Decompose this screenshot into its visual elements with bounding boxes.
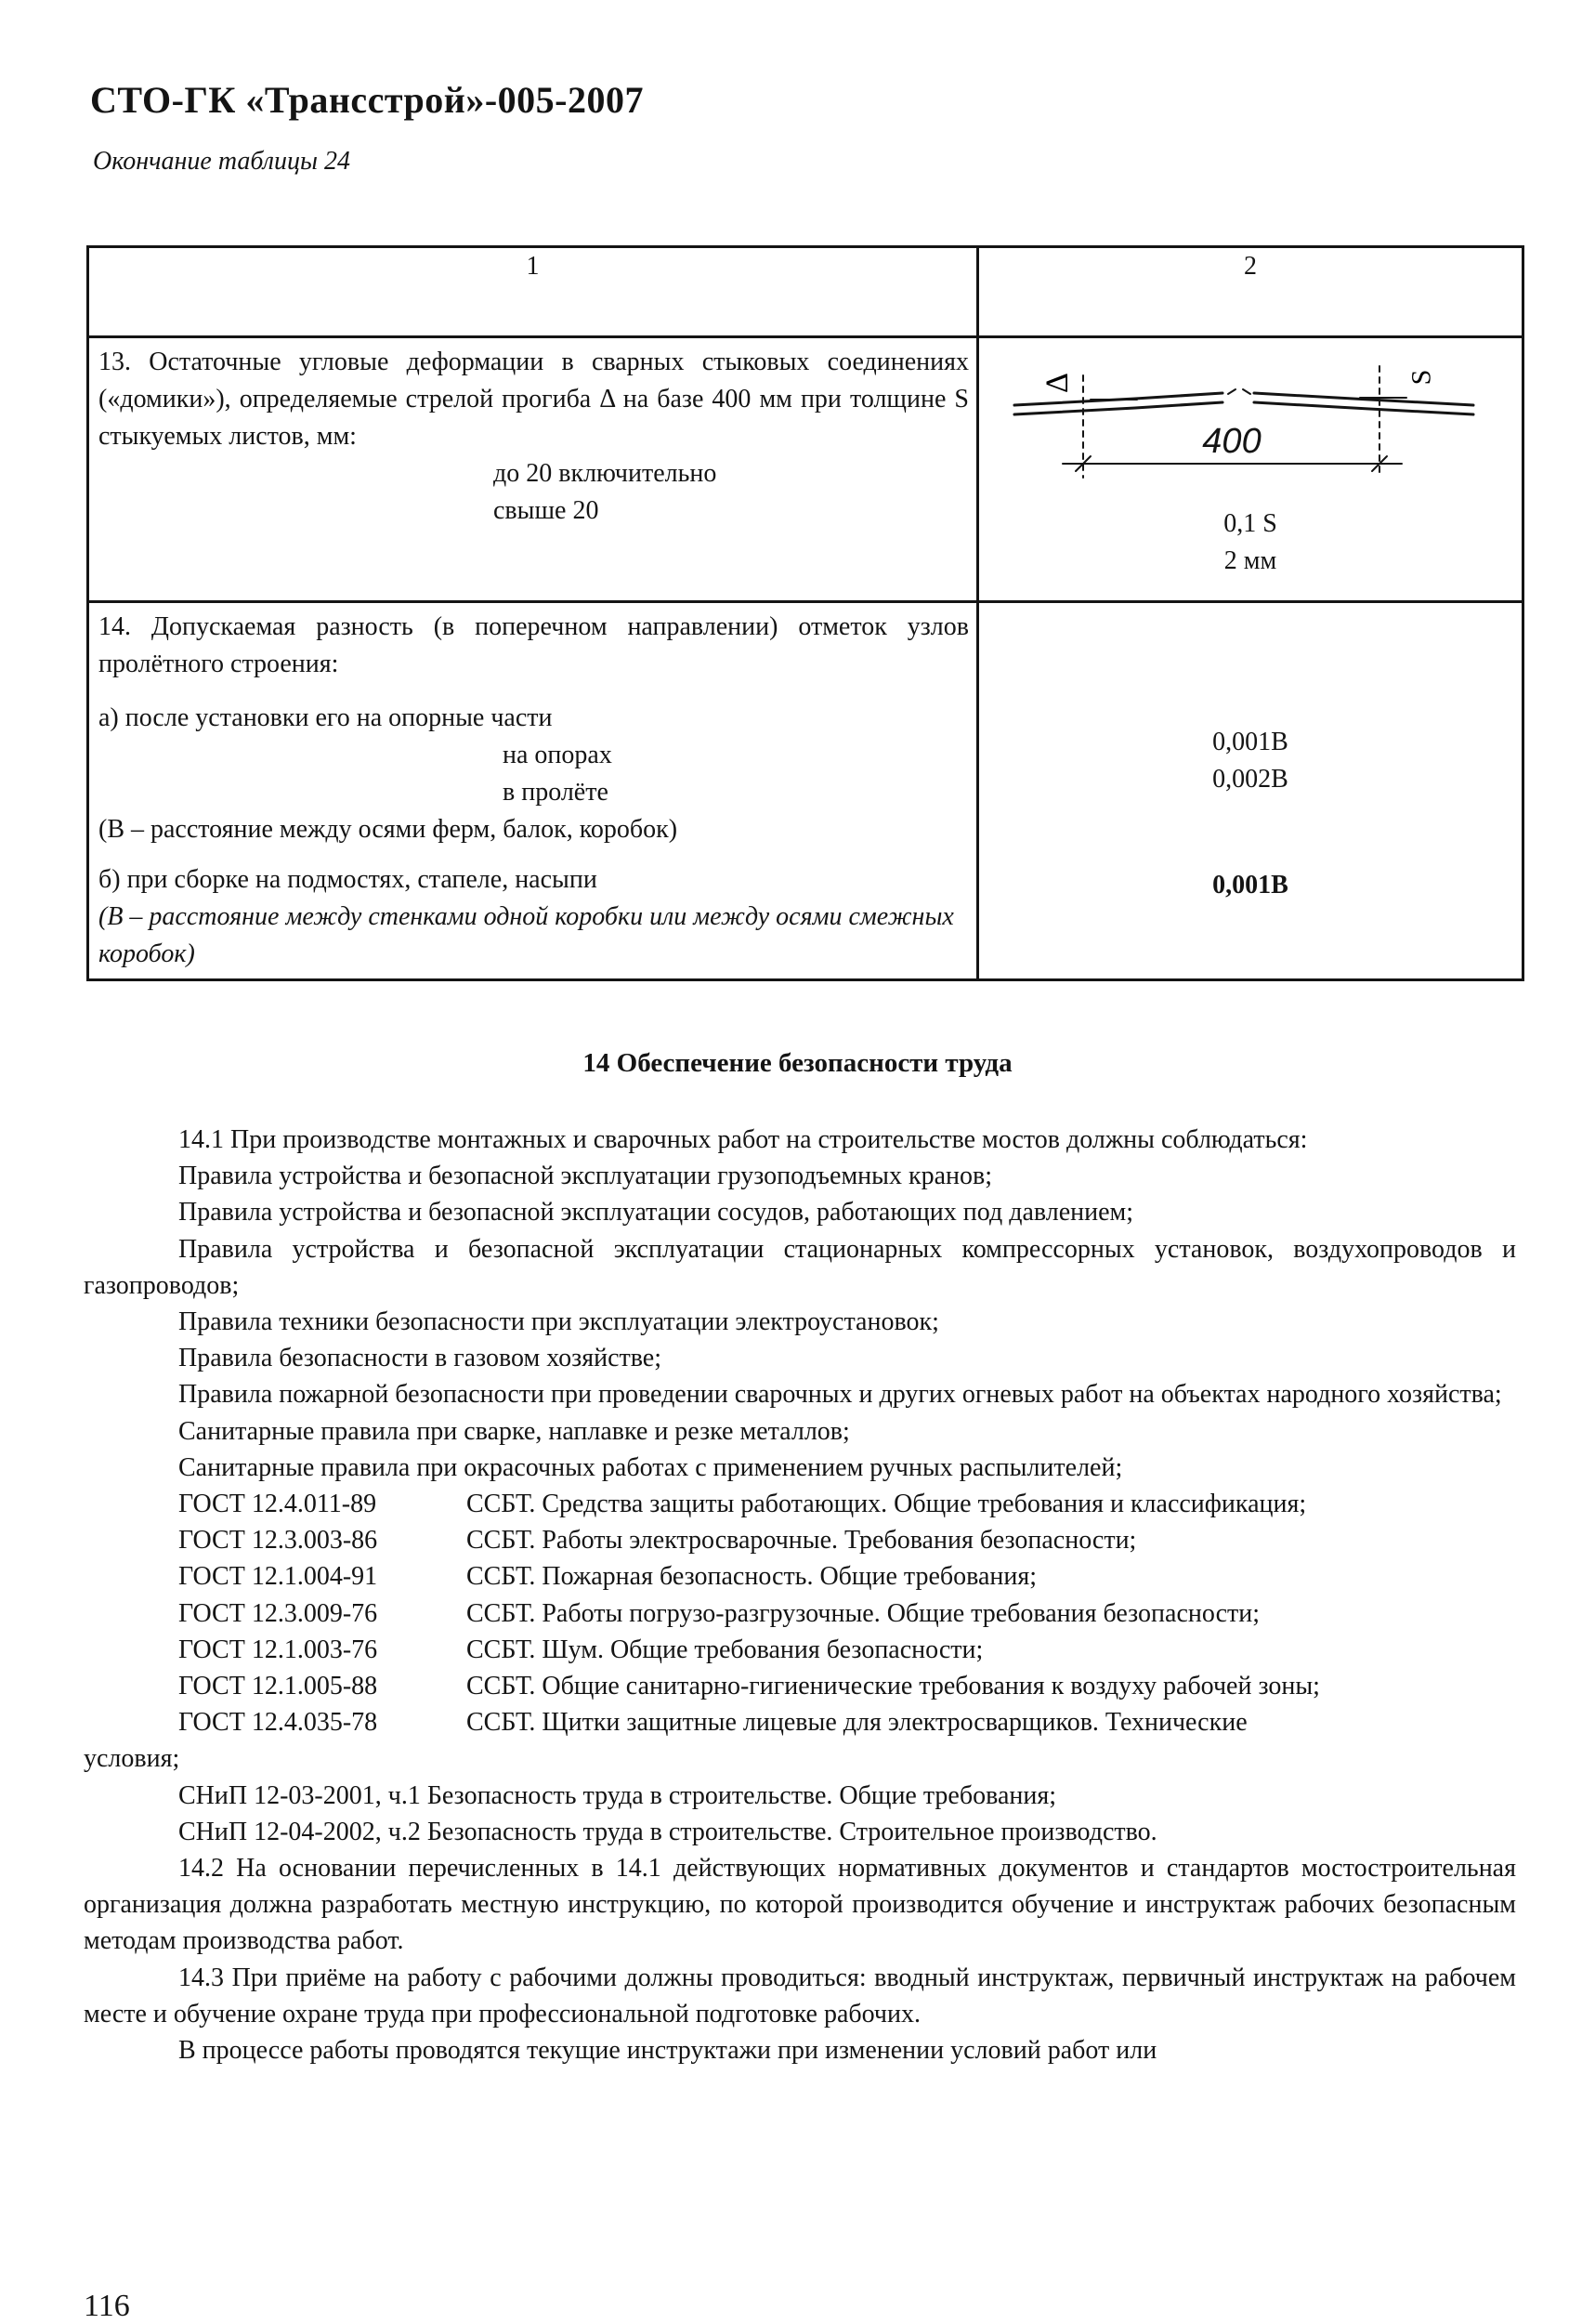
row-14-value-a2: 0,002B xyxy=(1212,765,1288,794)
row-14-description-cell xyxy=(88,602,978,980)
paragraph-continuation: В процессе работы проводятся текущие инструктажи при изменении условий работ или xyxy=(178,2036,1157,2066)
gost-code: ГОСТ 12.1.003-76 xyxy=(178,1635,378,1664)
gost-title: ССБТ. Работы электросварочные. Требования безопасности; xyxy=(466,1526,1137,1556)
rule-item: Санитарные правила при окрасочных работах с применением ручных распылителей; xyxy=(178,1452,1123,1482)
rule-item: Санитарные правила при сварке, наплавке и резке металлов; xyxy=(178,1416,850,1446)
row-14-value-b: 0,001B xyxy=(1212,871,1288,899)
weld-deformation-diagram xyxy=(979,338,1519,506)
rule-item: Правила устройства и безопасной эксплуатации грузоподъемных кранов; xyxy=(178,1162,992,1191)
paragraph-14-1: 14.1 При производстве монтажных и сварочных работ на строительстве мостов должны соблюдаться: xyxy=(178,1125,1308,1154)
row-13-value-1: 0,1 S xyxy=(1223,509,1277,538)
column-header-2: 2 xyxy=(978,247,1523,337)
gost-last-continuation: условия; xyxy=(84,1744,180,1774)
row-14-value-a1: 0,001B xyxy=(1212,728,1288,756)
weld-mark-right xyxy=(1243,389,1250,394)
row-14-case-a-note: (В – расстояние между осями ферм, балок, коробок) xyxy=(98,815,678,844)
delta-symbol xyxy=(1040,373,1075,393)
row-14-case-a-in-span: в пролёте xyxy=(503,778,608,807)
rule-item: Правила устройства и безопасной эксплуатации стационарных компрессорных установок, воздухопроводов и газопроводов; xyxy=(84,1234,1516,1300)
row-13-value-cell xyxy=(978,337,1523,602)
gost-code: ГОСТ 12.3.009-76 xyxy=(178,1598,378,1628)
table-row-13 xyxy=(88,337,1523,602)
thickness-symbol xyxy=(1406,370,1437,386)
requirements-table xyxy=(86,245,1524,981)
row-13-case-1: до 20 включительно xyxy=(493,459,717,488)
snip-item: СНиП 12-04-2002, ч.2 Безопасность труда в строительстве. Строительное производство. xyxy=(178,1817,1157,1846)
section-heading: 14 Обеспечение безопасности труда xyxy=(582,1048,1013,1078)
row-14-case-b: б) при сборке на подмостях, стапеле, насыпи xyxy=(98,865,597,894)
row-14-description: 14. Допускаемая разность (в поперечном направлении) отметок узлов пролётного строения: xyxy=(98,612,969,678)
gost-code: ГОСТ 12.3.003-86 xyxy=(178,1526,378,1556)
gost-title: ССБТ. Пожарная безопасность. Общие требования; xyxy=(466,1562,1038,1592)
table-row-14 xyxy=(88,602,1523,980)
gost-title: ССБТ. Шум. Общие требования безопасности; xyxy=(466,1635,984,1664)
rule-item: Правила безопасности в газовом хозяйстве; xyxy=(178,1344,661,1373)
snip-item: СНиП 12-03-2001, ч.1 Безопасность труда в строительстве. Общие требования; xyxy=(178,1780,1057,1810)
gost-item xyxy=(84,1595,1516,1632)
row-13-description: 13. Остаточные угловые деформации в сварных стыковых соединениях («домики»), определяемые стрелой прогиба Δ на базе 400 мм при толщине S стыкуемых листов, мм: xyxy=(98,348,969,451)
gost-item xyxy=(84,1522,1516,1558)
gost-code: ГОСТ 12.4.011-89 xyxy=(178,1490,377,1519)
row-14-case-b-note: (B – расстояние между стенками одной коробки или между осями смежных коробок) xyxy=(98,902,954,968)
gost-item xyxy=(84,1704,1516,1740)
svg-text:S: S xyxy=(1405,369,1437,386)
row-14-case-a: а) после установки его на опорные части xyxy=(98,703,553,732)
gost-item xyxy=(84,1668,1516,1704)
weld-mark-left xyxy=(1228,389,1235,394)
gost-title: ССБТ. Общие санитарно-гигиенические требования к воздуху рабочей зоны; xyxy=(466,1672,1320,1701)
gost-title: ССБТ. Средства защиты работающих. Общие требования и классификация; xyxy=(466,1490,1307,1519)
base-length-label: 400 xyxy=(1202,422,1262,461)
svg-text:Δ: Δ xyxy=(1039,373,1075,393)
section-body xyxy=(84,1122,1516,2068)
paragraph-14-2: 14.2 На основании перечисленных в 14.1 действующих нормативных документов и стандартов мостостроительная организация должна разработать местную инструкцию, по которой производится обучение и инструктаж рабочих безопасным методам производства работ. xyxy=(84,1854,1516,1956)
gost-title: ССБТ. Щитки защитные лицевые для электросварщиков. Технические xyxy=(466,1708,1248,1738)
row-13-case-2: свыше 20 xyxy=(493,496,599,525)
page-number: 116 xyxy=(84,2289,130,2323)
gost-code: ГОСТ 12.1.004-91 xyxy=(178,1562,378,1592)
rule-item: Правила пожарной безопасности при проведении сварочных и других огневых работ на объектах народного хозяйства; xyxy=(178,1380,1502,1410)
paragraph-14-3: 14.3 При приёме на работу с рабочими должны проводиться: вводный инструктаж, первичный инструктаж на рабочем месте и обучение охране труда при профессиональной подготовке рабочих. xyxy=(84,1963,1516,2029)
row-13-value-2: 2 мм xyxy=(1223,546,1277,575)
row-13-description-cell xyxy=(88,337,978,602)
document-title: СТО-ГК «Трансстрой»-005-2007 xyxy=(90,79,644,121)
gost-title: ССБТ. Работы погрузо-разгрузочные. Общие требования безопасности; xyxy=(466,1598,1260,1628)
rule-item: Правила устройства и безопасной эксплуатации сосудов, работающих под давлением; xyxy=(178,1198,1134,1228)
gost-item xyxy=(84,1558,1516,1595)
rule-item: Правила техники безопасности при эксплуатации электроустановок; xyxy=(178,1307,939,1337)
table-header-row xyxy=(88,247,1523,337)
row-14-value-cell xyxy=(978,602,1523,980)
table-caption: Окончание таблицы 24 xyxy=(93,147,350,176)
gost-item xyxy=(84,1486,1516,1522)
row-14-case-a-on-supports: на опорах xyxy=(503,741,612,769)
column-header-1: 1 xyxy=(88,247,978,337)
gost-item xyxy=(84,1632,1516,1668)
gost-code: ГОСТ 12.1.005-88 xyxy=(178,1672,378,1701)
gost-code: ГОСТ 12.4.035-78 xyxy=(178,1708,378,1738)
